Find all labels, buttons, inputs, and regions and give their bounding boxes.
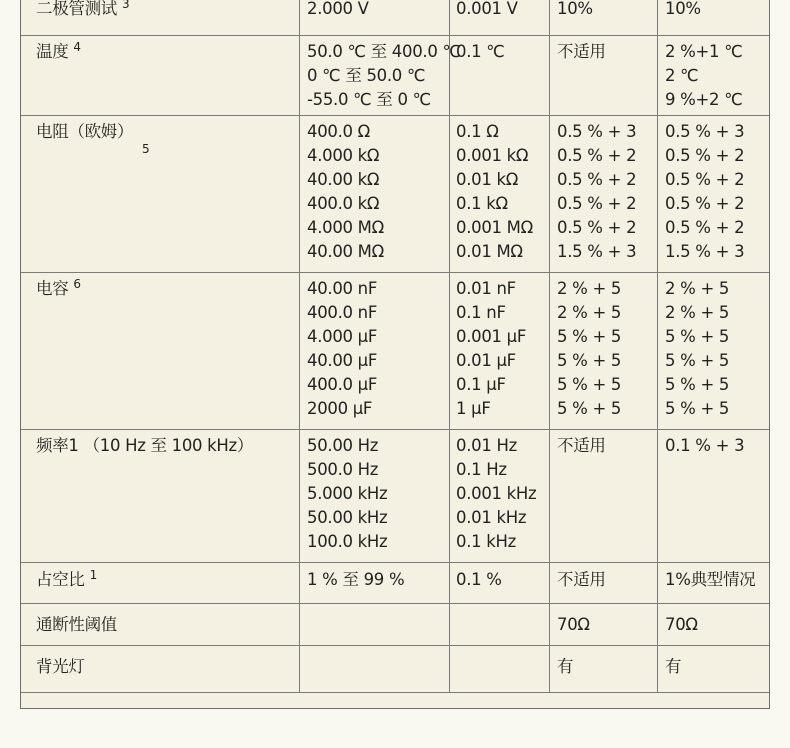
cell-line: 10%	[665, 0, 701, 18]
accuracy-b-cell	[658, 116, 771, 273]
parameter-name: 背光灯	[36, 657, 85, 676]
cell-line: 40.00 kΩ	[307, 170, 380, 189]
cell-line: 0.1 % + 3	[665, 436, 745, 455]
footnote-marker: 3	[122, 0, 130, 11]
table-row	[21, 430, 771, 563]
accuracy-b-cell	[658, 646, 771, 693]
cell-line: 5 % + 5	[665, 351, 730, 370]
parameter-cell	[21, 116, 300, 273]
cell-line: 2 % + 5	[665, 279, 730, 298]
parameter-name: 电容	[36, 279, 69, 298]
table-row	[21, 116, 771, 273]
parameter-cell	[21, 430, 300, 563]
table-row	[21, 646, 771, 693]
accuracy-a-cell	[550, 563, 658, 604]
resolution-cell	[450, 36, 550, 116]
cell-line: 0.1 ℃	[456, 42, 505, 61]
cell-line: 1.5 % + 3	[557, 242, 637, 261]
range-cell	[300, 0, 450, 36]
parameter-name: 电阻（欧姆）	[36, 122, 134, 141]
table-row	[21, 273, 771, 430]
cell-line: 2 % + 5	[557, 279, 622, 298]
spec-table	[20, 0, 770, 693]
range-cell	[300, 604, 450, 646]
cell-line: 400.0 kΩ	[307, 194, 380, 213]
cell-line: 40.00 μF	[307, 351, 378, 370]
cell-line: 40.00 MΩ	[307, 242, 384, 261]
range-cell	[300, 36, 461, 116]
accuracy-a-cell	[550, 0, 658, 36]
cell-line: 0.5 % + 2	[665, 218, 745, 237]
parameter-name: 二极管测试	[36, 0, 118, 18]
parameter-cell	[21, 563, 300, 604]
cell-line: 5 % + 5	[557, 327, 622, 346]
cell-line: 有	[665, 657, 682, 676]
cell-line: 有	[557, 657, 574, 676]
accuracy-b-cell	[658, 0, 771, 36]
cell-line: 1.5 % + 3	[665, 242, 745, 261]
cell-line: 4.000 MΩ	[307, 218, 384, 237]
range-cell	[300, 430, 450, 563]
cell-line: 5 % + 5	[557, 375, 622, 394]
cell-line: 0.1 kΩ	[456, 194, 508, 213]
cell-line: 5 % + 5	[665, 327, 730, 346]
accuracy-a-cell	[550, 430, 658, 563]
cell-line: 1%典型情况	[665, 570, 756, 589]
cell-line: 0.1 Hz	[456, 460, 507, 479]
parameter-name: 温度	[36, 42, 69, 61]
cell-line: 5 % + 5	[665, 375, 730, 394]
cell-line: 0.01 μF	[456, 351, 516, 370]
cell-line: 400.0 Ω	[307, 122, 370, 141]
cell-line: 0.01 MΩ	[456, 242, 523, 261]
parameter-cell	[21, 36, 300, 116]
resolution-cell	[450, 604, 550, 646]
cell-line: 2 %+1 ℃	[665, 42, 743, 61]
resolution-cell	[450, 273, 550, 430]
cell-line: 2.000 V	[307, 0, 369, 18]
table-row	[21, 0, 771, 36]
cell-line: 0.01 Hz	[456, 436, 517, 455]
cell-line: 0.5 % + 2	[557, 170, 637, 189]
accuracy-b-cell	[658, 273, 771, 430]
cell-line: 不适用	[557, 570, 606, 589]
cell-line: 0.001 MΩ	[456, 218, 533, 237]
cell-line: 50.00 Hz	[307, 436, 379, 455]
table-row	[21, 36, 771, 116]
cell-line: 0.5 % + 2	[665, 146, 745, 165]
accuracy-b-cell	[658, 604, 771, 646]
cell-line: 0.001 μF	[456, 327, 527, 346]
range-cell	[300, 116, 450, 273]
cell-line: 0.5 % + 2	[665, 194, 745, 213]
resolution-cell	[450, 0, 550, 36]
cell-line: 0.5 % + 3	[665, 122, 745, 141]
cell-line: 0.1 μF	[456, 375, 506, 394]
cell-line: 100.0 kHz	[307, 532, 388, 551]
cell-line: 2000 μF	[307, 399, 373, 418]
accuracy-a-cell	[550, 646, 658, 693]
accuracy-b-cell	[658, 430, 771, 563]
cell-line: 9 %+2 ℃	[665, 90, 743, 109]
cell-line: 0.5 % + 2	[557, 218, 637, 237]
cell-line: 0.1 Ω	[456, 122, 499, 141]
range-cell	[300, 646, 450, 693]
cell-line: 50.00 kHz	[307, 508, 388, 527]
accuracy-b-cell	[658, 36, 771, 116]
cell-line: 1 μF	[456, 399, 491, 418]
cell-line: -55.0 ℃ 至 0 ℃	[307, 90, 431, 109]
range-cell	[300, 273, 450, 430]
parameter-name: 占空比	[36, 570, 85, 589]
cell-line: 4.000 μF	[307, 327, 378, 346]
cell-line: 不适用	[557, 42, 606, 61]
cell-line: 0.5 % + 2	[557, 146, 637, 165]
cell-line: 5 % + 5	[665, 399, 730, 418]
cell-line: 4.000 kΩ	[307, 146, 380, 165]
cell-line: 5 % + 5	[557, 351, 622, 370]
cell-line: 不适用	[557, 436, 606, 455]
footnote-marker: 1	[89, 568, 97, 582]
cell-line: 0.01 kΩ	[456, 170, 519, 189]
cell-line: 5 % + 5	[557, 399, 622, 418]
cell-line: 0 ℃ 至 50.0 ℃	[307, 66, 426, 85]
spec-table-card	[20, 0, 770, 709]
parameter-cell	[21, 646, 300, 693]
cell-line: 500.0 Hz	[307, 460, 379, 479]
cell-line: 0.001 kΩ	[456, 146, 529, 165]
accuracy-a-cell	[550, 116, 658, 273]
cell-line: 50.0 ℃ 至 400.0 ℃	[307, 42, 461, 61]
parameter-name: 通断性阈值	[36, 615, 118, 634]
range-cell	[300, 563, 450, 604]
cell-line: 40.00 nF	[307, 279, 378, 298]
cell-line: 0.5 % + 2	[557, 194, 637, 213]
parameter-cell	[21, 0, 300, 36]
cell-line: 2 ℃	[665, 66, 699, 85]
cell-line: 2 % + 5	[665, 303, 730, 322]
cell-line: 400.0 nF	[307, 303, 378, 322]
cell-line: 0.001 kHz	[456, 484, 537, 503]
resolution-cell	[450, 646, 550, 693]
cell-line: 0.1 kHz	[456, 532, 517, 551]
cell-line: 10%	[557, 0, 593, 18]
footnote-marker: 5	[142, 142, 150, 156]
cell-line: 0.001 V	[456, 0, 518, 18]
accuracy-a-cell	[550, 273, 658, 430]
cell-line: 0.1 %	[456, 570, 502, 589]
cell-line: 0.5 % + 2	[665, 170, 745, 189]
parameter-cell	[21, 273, 300, 430]
cell-line: 70Ω	[557, 615, 590, 634]
cell-line: 400.0 μF	[307, 375, 378, 394]
table-row	[21, 604, 771, 646]
parameter-name: 频率1 （10 Hz 至 100 kHz）	[36, 436, 254, 455]
cell-line: 1 % 至 99 %	[307, 570, 405, 589]
table-row	[21, 563, 771, 604]
cell-line: 70Ω	[665, 615, 698, 634]
footnote-marker: 6	[73, 277, 81, 291]
resolution-cell	[450, 116, 550, 273]
accuracy-a-cell	[550, 36, 658, 116]
accuracy-a-cell	[550, 604, 658, 646]
cell-line: 0.01 nF	[456, 279, 516, 298]
resolution-cell	[450, 563, 550, 604]
cell-line: 2 % + 5	[557, 303, 622, 322]
parameter-cell	[21, 604, 300, 646]
cell-line: 0.5 % + 3	[557, 122, 637, 141]
footnote-marker: 4	[73, 40, 81, 54]
cell-line: 0.1 nF	[456, 303, 506, 322]
accuracy-b-cell	[658, 563, 771, 604]
cell-line: 5.000 kHz	[307, 484, 388, 503]
resolution-cell	[450, 430, 550, 563]
cell-line: 0.01 kHz	[456, 508, 527, 527]
